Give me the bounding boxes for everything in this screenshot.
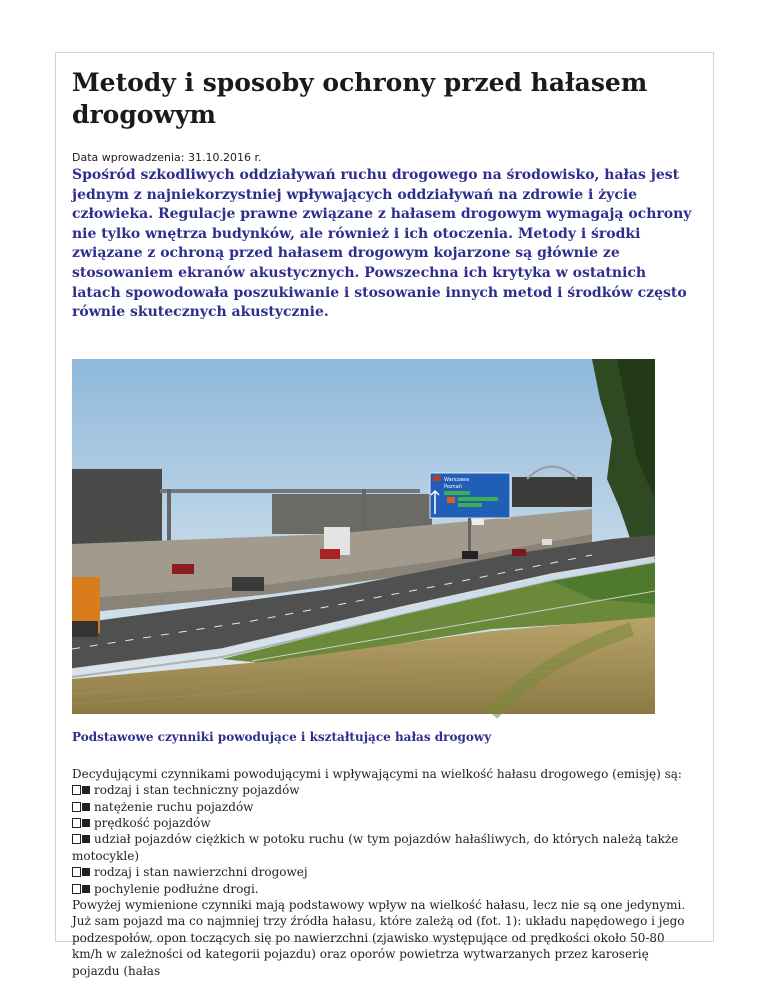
list-item: udział pojazdów ciężkich w potoku ruchu (w tym pojazdów hałaśliwych, do których należą także motocykle) xyxy=(72,832,679,863)
box-icon xyxy=(72,834,81,844)
list-item: prędkość pojazdów xyxy=(72,815,697,831)
square-bullet-icon xyxy=(82,803,90,811)
article-body xyxy=(72,766,697,979)
list-item: pochylenie podłużne drogi. xyxy=(72,881,697,897)
square-bullet-icon xyxy=(82,885,90,893)
square-bullet-icon xyxy=(82,835,90,843)
list-item: rodzaj i stan nawierzchni drogowej xyxy=(72,864,697,880)
box-icon xyxy=(72,785,81,795)
square-bullet-icon xyxy=(82,868,90,876)
list-item: natężenie ruchu pojazdów xyxy=(72,799,697,815)
article-title: Metody i sposoby ochrony przed hałasem drogowym xyxy=(72,68,648,129)
highway-photo xyxy=(72,359,655,714)
box-icon xyxy=(72,802,81,812)
publication-date: Data wprowadzenia: 31.10.2016 r. xyxy=(72,151,262,164)
box-icon xyxy=(72,884,81,894)
list-item: rodzaj i stan techniczny pojazdów xyxy=(72,782,697,798)
body-paragraph: Powyżej wymienione czynniki mają podstawowy wpływ na wielkość hałasu, lecz nie są one jedynymi. Już sam pojazd ma co najmniej trzy źródła hałasu, które zależą od (fot. 1): układu napędowego i jego podzespołów, opon toczących się po nawierzchni (zjawisko występujące od prędkości około 50-80 km/h w zależności od kategorii pojazdu) oraz oporów powietrza wytwarzanych przez karoserię pojazdu (hałas xyxy=(72,898,686,978)
square-bullet-icon xyxy=(82,786,90,794)
sign-text-2: Poznań xyxy=(444,483,462,490)
square-bullet-icon xyxy=(82,819,90,827)
article-card xyxy=(55,52,714,978)
factors-intro: Decydującymi czynnikami powodującymi i wpływającymi na wielkość hałasu drogowego (emisję) są: xyxy=(72,766,682,781)
article-lead: Spośród szkodliwych oddziaływań ruchu drogowego na środowisko, hałas jest jednym z najniekorzystniej wpływających oddziaływań na zdrowie i życie człowieka. Regulacje prawne związane z hałasem drogowym wymagają ochrony nie tylko wnętrza budynków, ale również i ich otoczenia. Metody i środki związane z ochroną przed hałasem drogowym kojarzone są głównie ze stosowaniem ekranów akustycznych. Powszechna ich krytyka w ostatnich latach spowodowała poszukiwanie i stosowanie innych metod i środków często równie skutecznych akustycznie. xyxy=(72,167,692,321)
section-heading: Podstawowe czynniki powodujące i kształtujące hałas drogowy xyxy=(72,729,492,744)
sign-text-1: Warszawa xyxy=(444,476,470,483)
box-icon xyxy=(72,867,81,877)
box-icon xyxy=(72,818,81,828)
